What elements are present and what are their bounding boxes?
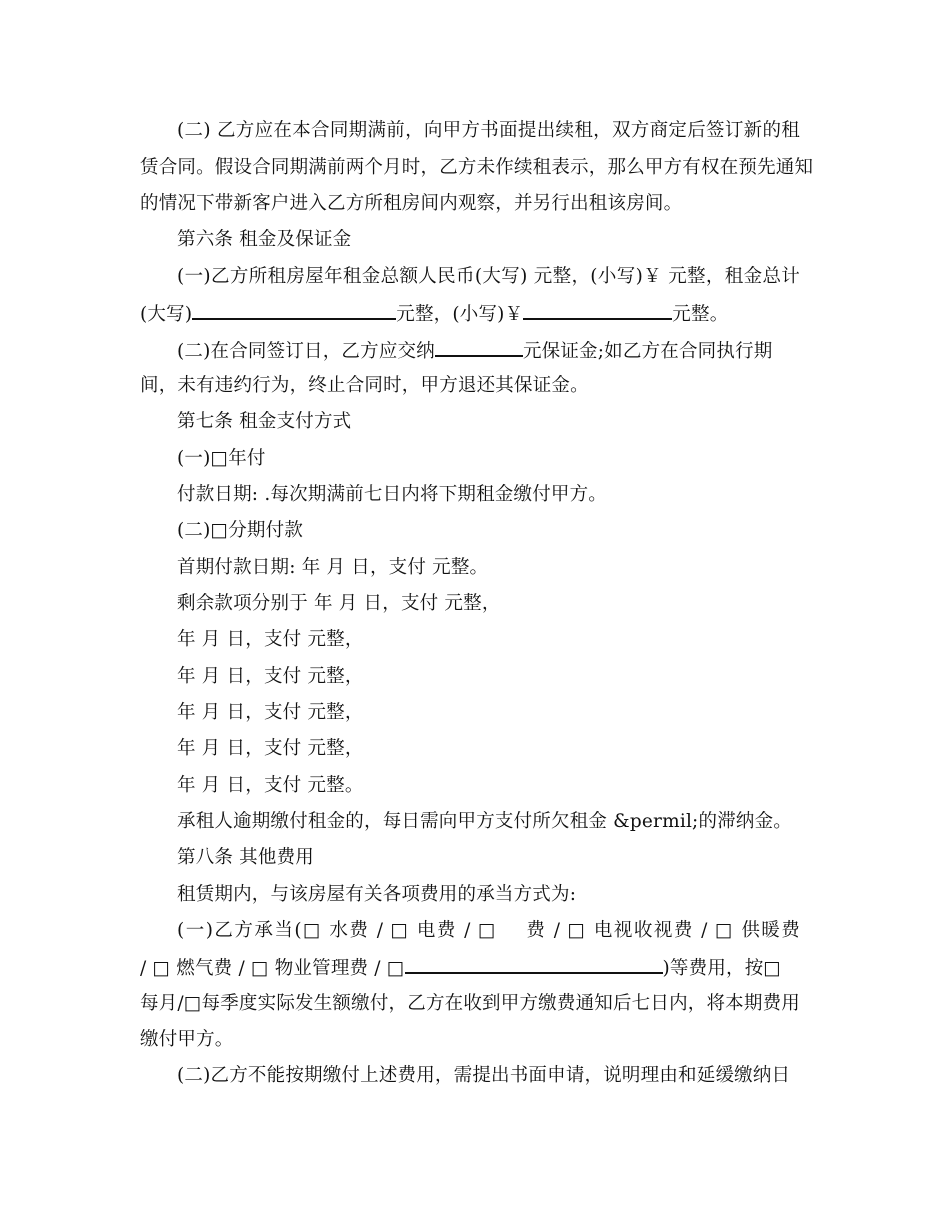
text-segment: / □ 燃气费 / □ 物业管理费 / □ [140,958,405,979]
installment-line: 年 月 日，支付 元整。 [177,775,364,796]
article-8-heading: 第八条 其他费用 [177,847,314,868]
text-segment: 元保证金;如乙方在合同执行期 [522,341,773,362]
installment-line: 年 月 日，支付 元整， [177,629,364,650]
payment-date-line: 付款日期: .每次期满前七日内将下期租金缴付甲方。 [177,484,607,505]
clause-5-2-line-2: 赁合同。假设合同期满前两个月时，乙方未作续租表示，那么甲方有权在预先通知 [140,157,814,178]
clause-6-2-line-2: 间，未有违约行为，终止合同时，甲方退还其保证金。 [140,375,589,396]
text-segment: (大写) [140,304,193,325]
first-payment-line: 首期付款日期: 年 月 日，支付 元整。 [177,557,489,578]
clause-5-2-line-3: 的情况下带新客户进入乙方所租房间内观察，并另行出租该房间。 [140,193,683,214]
blank-amount-upper[interactable] [192,301,396,320]
blank-other-fee[interactable] [405,955,663,974]
clause-8-1-line-3: 每月/□每季度实际发生额缴付，乙方在收到甲方缴费通知后七日内，将本期费用 [140,993,800,1014]
blank-amount-lower[interactable] [523,301,672,320]
remaining-payment-line: 剩余款项分别于 年 月 日，支付 元整， [177,593,501,614]
installment-line: 年 月 日，支付 元整， [177,738,364,759]
clause-6-2-line-1 [177,338,772,364]
clause-5-2-line-1: (二) 乙方应在本合同期满前，向甲方书面提出续租，双方商定后签订新的租 [177,120,800,141]
clause-8-1-line-1: (一)乙方承当(□ 水费 / □ 电费 / □ 费 / □ 电视收视费 / □ 供暖费 [177,920,800,941]
text-segment: )等费用，按□ [662,958,782,979]
fee-intro-line: 租赁期内，与该房屋有关各项费用的承当方式为: [177,884,577,905]
clause-6-1-line-1: (一)乙方所租房屋年租金总额人民币(大写) 元整，(小写)￥ 元整，租金总计 [177,266,800,287]
option-annual-payment: (一)□年付 [177,448,266,469]
article-7-heading: 第七条 租金支付方式 [177,411,352,432]
installment-line: 年 月 日，支付 元整， [177,702,364,723]
option-installment-payment: (二)□分期付款 [177,520,304,541]
text-segment: 元整，(小写)￥ [396,304,524,325]
article-6-heading: 第六条 租金及保证金 [177,229,352,250]
late-fee-line: 承租人逾期缴付租金的，每日需向甲方支付所欠租金 &permil;的滞纳金。 [177,811,792,832]
text-segment: (二)在合同签订日，乙方应交纳 [177,341,435,362]
installment-line: 年 月 日，支付 元整， [177,666,364,687]
blank-deposit[interactable] [435,338,523,357]
clause-8-1-line-4: 缴付甲方。 [140,1029,234,1050]
clause-8-1-line-2 [140,955,781,981]
text-segment: 元整。 [672,304,729,325]
clause-8-2-line-1: (二)乙方不能按期缴付上述费用，需提出书面申请，说明理由和延缓缴纳日 [177,1065,791,1086]
clause-6-1-line-2 [140,301,728,327]
